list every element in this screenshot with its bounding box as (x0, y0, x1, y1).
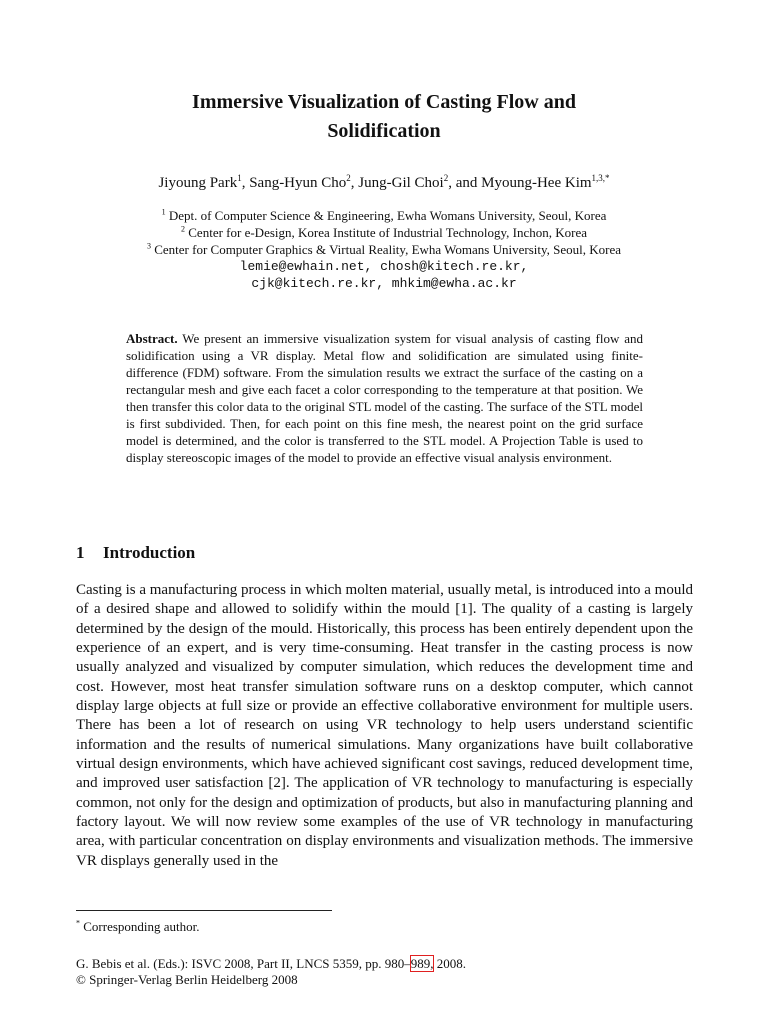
affiliation (60, 241, 708, 258)
author-mark: 2 (443, 173, 449, 183)
abstract-text: We present an immersive visualization system for visual analysis of casting flow and solidification using a VR display. Metal flow and solidification are simulated using finite-difference (FDM) software. From the simulation results we extract the surface of the casting on a rectangular mesh and give each facet a color corresponding to the temperature at that position. We then transfer this color data to the original STL model of the casting. The surface of the STL model is first subdivided. Then, for each point on this fine mesh, the nearest point on the grid surface model is determined, and the color is transferred to the STL model. A Projection Table is used to display stereoscopic images of the model to provide an effective visual analysis environment. (126, 331, 644, 465)
author-emails (60, 258, 708, 292)
citation-suffix: 2008. (433, 956, 466, 971)
intro-paragraph: Casting is a manufacturing process in which molten material, usually metal, is introduced into a mould of a desired shape and allowed to solidify within the mould [1]. The quality of a casting is largely determined by the design of the mould. Historically, this process has been entirely dependent upon the experience of an expert, and is very time-consuming. Heat transfer in the casting process is now usually analyzed and visualized by computer simulation, which reduces the development time and cost. However, most heat transfer simulation software runs on a desktop computer, which cannot display large objects at full size or provide an effective collaborative environment for multiple users. There has been a lot of research on using VR technology to help users understand scientific information and the results of numerical simulations. Many organizations have built collaborative virtual design environments, which have achieved significant cost savings, reduced development time, and improved user satisfaction [2]. The application of VR technology to manufacturing is especially common, not only for the design and optimization of products, but also in manufacturing planning and factory layout. We will now review some examples of the use of VR technology in manufacturing area, with particular concentration on display environments and visualization methods. The immersive VR displays generally used in the (76, 582, 693, 869)
affiliation-text: Center for Computer Graphics & Virtual Reality, Ewha Womans University, Seoul, Korea (154, 242, 622, 257)
title-line-1: Immersive Visualization of Casting Flow and (192, 91, 576, 113)
footnote-mark: * (76, 918, 80, 928)
abstract-label: Abstract. (126, 331, 178, 346)
footnote (76, 918, 200, 935)
section-title: Introduction (103, 543, 196, 562)
affiliation-mark: 3 (146, 241, 151, 251)
citation-prefix: G. Bebis et al. (Eds.): ISVC 2008, Part II, LNCS 5359, pp. 980– (76, 956, 411, 971)
author-separator: , and (448, 175, 482, 191)
author-name: Sang-Hyun Cho (249, 175, 347, 191)
affiliation (60, 207, 708, 224)
paper-title (100, 88, 668, 146)
affiliation-list (60, 207, 708, 258)
author-name: Myoung-Hee Kim (481, 175, 592, 191)
section-heading (76, 542, 195, 564)
author-mark: 1,3,* (591, 173, 610, 183)
email-line-2: cjk@kitech.re.kr, mhkim@ewha.ac.kr (251, 276, 517, 291)
citation-end-page-link[interactable]: 989, (410, 956, 434, 971)
author-name: Jung-Gil Choi (358, 175, 444, 191)
affiliation-mark: 2 (181, 224, 186, 234)
affiliation-mark: 1 (161, 207, 166, 217)
author-list (60, 173, 708, 193)
footnote-text: Corresponding author. (80, 919, 200, 934)
section-number: 1 (76, 543, 85, 562)
affiliation-text: Dept. of Computer Science & Engineering, Ewha Womans University, Seoul, Korea (168, 208, 607, 223)
author-separator: , (350, 175, 359, 191)
affiliation (60, 224, 708, 241)
author-mark: 2 (346, 173, 351, 183)
citation-line (76, 955, 466, 972)
author-separator: , (241, 175, 250, 191)
footnote-divider (76, 910, 332, 911)
copyright-line: © Springer-Verlag Berlin Heidelberg 2008 (76, 972, 298, 987)
abstract (126, 330, 643, 466)
author-mark: 1 (237, 173, 242, 183)
title-line-2: Solidification (327, 120, 441, 142)
author-name: Jiyoung Park (158, 175, 238, 191)
affiliation-text: Center for e-Design, Korea Institute of Industrial Technology, Inchon, Korea (188, 225, 587, 240)
email-line-1: lemie@ewhain.net, chosh@kitech.re.kr, (239, 259, 529, 274)
